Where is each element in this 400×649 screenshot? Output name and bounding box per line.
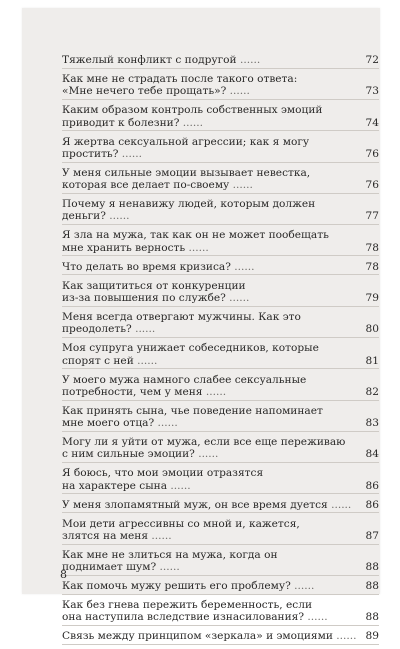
dot-leader: ...... (133, 354, 158, 367)
toc-entry (62, 229, 379, 256)
dot-leader: ...... (167, 479, 191, 492)
toc-entry-title: Меня всегда отвергают мужчины. Как это преодолеть? ...... (62, 310, 301, 336)
toc-entry-title: Моя супруга унижает собеседников, которые спорят с ней ...... (62, 342, 319, 367)
toc-entry-title: У моего мужа намного слабее сексуальные потребности, чем у меня ...... (62, 373, 307, 398)
dot-leader: ...... (118, 147, 142, 160)
toc-entry (62, 549, 379, 576)
toc-entry-page: 74 (365, 116, 379, 129)
toc-entry (62, 405, 379, 432)
dot-leader: ...... (304, 611, 328, 624)
toc-entry (62, 499, 379, 514)
toc-entry (62, 280, 379, 307)
toc-entry (62, 167, 379, 194)
dot-leader: ...... (332, 630, 357, 643)
toc-entry-page: 88 (365, 561, 379, 574)
toc-entry-title: Почему я ненавижу людей, которым должен деньги? ...... (62, 198, 316, 223)
toc-entry (62, 73, 379, 100)
toc-entry-page: 89 (365, 630, 379, 643)
page-number: 8 (60, 568, 67, 581)
toc-entry-page: 88 (365, 611, 379, 624)
dot-leader: ...... (327, 498, 352, 511)
toc-entry-page: 80 (365, 323, 379, 336)
toc-entry-page: 86 (365, 479, 379, 492)
toc-entry (62, 342, 379, 369)
toc-entry-title: Тяжелый конфликт с подругой ...... (62, 54, 261, 66)
toc-entry-page: 72 (365, 54, 379, 66)
toc-entry-page: 82 (365, 385, 379, 398)
toc-entry-page: 78 (365, 260, 379, 273)
toc-entry-title: Я жертва сексуальной агрессии; как я могу простить? ...... (62, 135, 310, 160)
toc-entry-title: Каким образом контроль собственных эмоций приводит к болезни? ...... (62, 104, 323, 129)
toc-entry-page: 87 (365, 529, 379, 542)
toc-entry-page: 76 (365, 179, 379, 192)
toc-entry-title: Как помочь мужу решить его проблему? ...... (62, 580, 315, 593)
toc-entry-page: 77 (365, 210, 379, 223)
dot-leader: ...... (131, 323, 156, 336)
dot-leader: ...... (236, 54, 261, 66)
book-page (22, 8, 380, 643)
dot-leader: ...... (185, 241, 209, 254)
dot-leader: ...... (194, 448, 219, 461)
toc-entry-page: 76 (365, 147, 379, 160)
toc-entry-page: 83 (365, 417, 379, 430)
dot-leader: ...... (105, 210, 130, 223)
toc-entry (62, 104, 379, 131)
toc-entry-page: 81 (365, 354, 379, 367)
table-of-contents (62, 54, 379, 649)
toc-entry-title: Я боюсь, что мои эмоции отразятся на характере сына ...... (62, 467, 264, 492)
toc-entry-title: Связь между принципом «зеркала» и эмоциями ...... (62, 630, 357, 643)
toc-entry-title: Могу ли я уйти от мужа, если все еще переживаю с ним сильные эмоции? ...... (62, 436, 346, 461)
toc-entry-title: У меня злопамятный муж, он все время дуется ...... (62, 498, 352, 511)
toc-entry-title: Как мне не страдать после такого ответа: «Мне нечего тебе прощать»? ...... (62, 72, 298, 98)
dot-leader: ...... (229, 179, 253, 192)
dot-leader: ...... (202, 385, 227, 398)
toc-entry-title: Как защититься от конкуренции из-за повышения по службе? ...... (62, 279, 250, 304)
dot-leader: ...... (154, 417, 178, 430)
toc-entry-title: Мои дети агрессивны со мной и, кажется, злятся на меня ...... (62, 517, 300, 542)
toc-entry (62, 311, 379, 338)
dot-leader: ...... (230, 260, 255, 273)
toc-entry-page: 88 (365, 580, 379, 593)
toc-entry-title: Что делать во время кризиса? ...... (62, 260, 255, 273)
toc-entry (62, 136, 379, 163)
toc-entry (62, 261, 379, 276)
toc-entry-title: У меня сильные эмоции вызывает невестка, которая все делает по-своему ...... (62, 166, 311, 192)
dot-leader: ...... (290, 580, 315, 593)
toc-entry (62, 518, 379, 545)
dot-leader: ...... (226, 85, 250, 98)
toc-entry-page: 86 (365, 498, 379, 511)
toc-entry-page: 78 (365, 241, 379, 254)
toc-entry-page: 84 (365, 448, 379, 461)
dot-leader: ...... (148, 529, 172, 542)
toc-entry (62, 580, 379, 595)
toc-entry (62, 436, 379, 463)
dot-leader: ...... (156, 561, 180, 574)
toc-entry (62, 467, 379, 494)
dot-leader: ...... (179, 116, 203, 129)
toc-entry (62, 198, 379, 225)
dot-leader: ...... (225, 291, 250, 304)
toc-entry-title: Как принять сына, чье поведение напоминает мне моего отца? ...... (62, 404, 323, 430)
toc-entry (62, 630, 379, 645)
toc-entry (62, 599, 379, 626)
toc-entry (62, 54, 379, 69)
toc-entry-page: 79 (365, 291, 379, 304)
toc-entry-title: Я зла на мужа, так как он не может пообещать мне хранить верность ...... (62, 229, 329, 254)
toc-entry (62, 374, 379, 401)
toc-entry-title: Как мне не злиться на мужа, когда он поднимает шум? ...... (62, 548, 278, 574)
toc-entry-title: Как без гнева пережить беременность, если она наступила вследствие изнасилования? ...... (62, 599, 328, 624)
toc-entry-page: 73 (365, 85, 379, 98)
